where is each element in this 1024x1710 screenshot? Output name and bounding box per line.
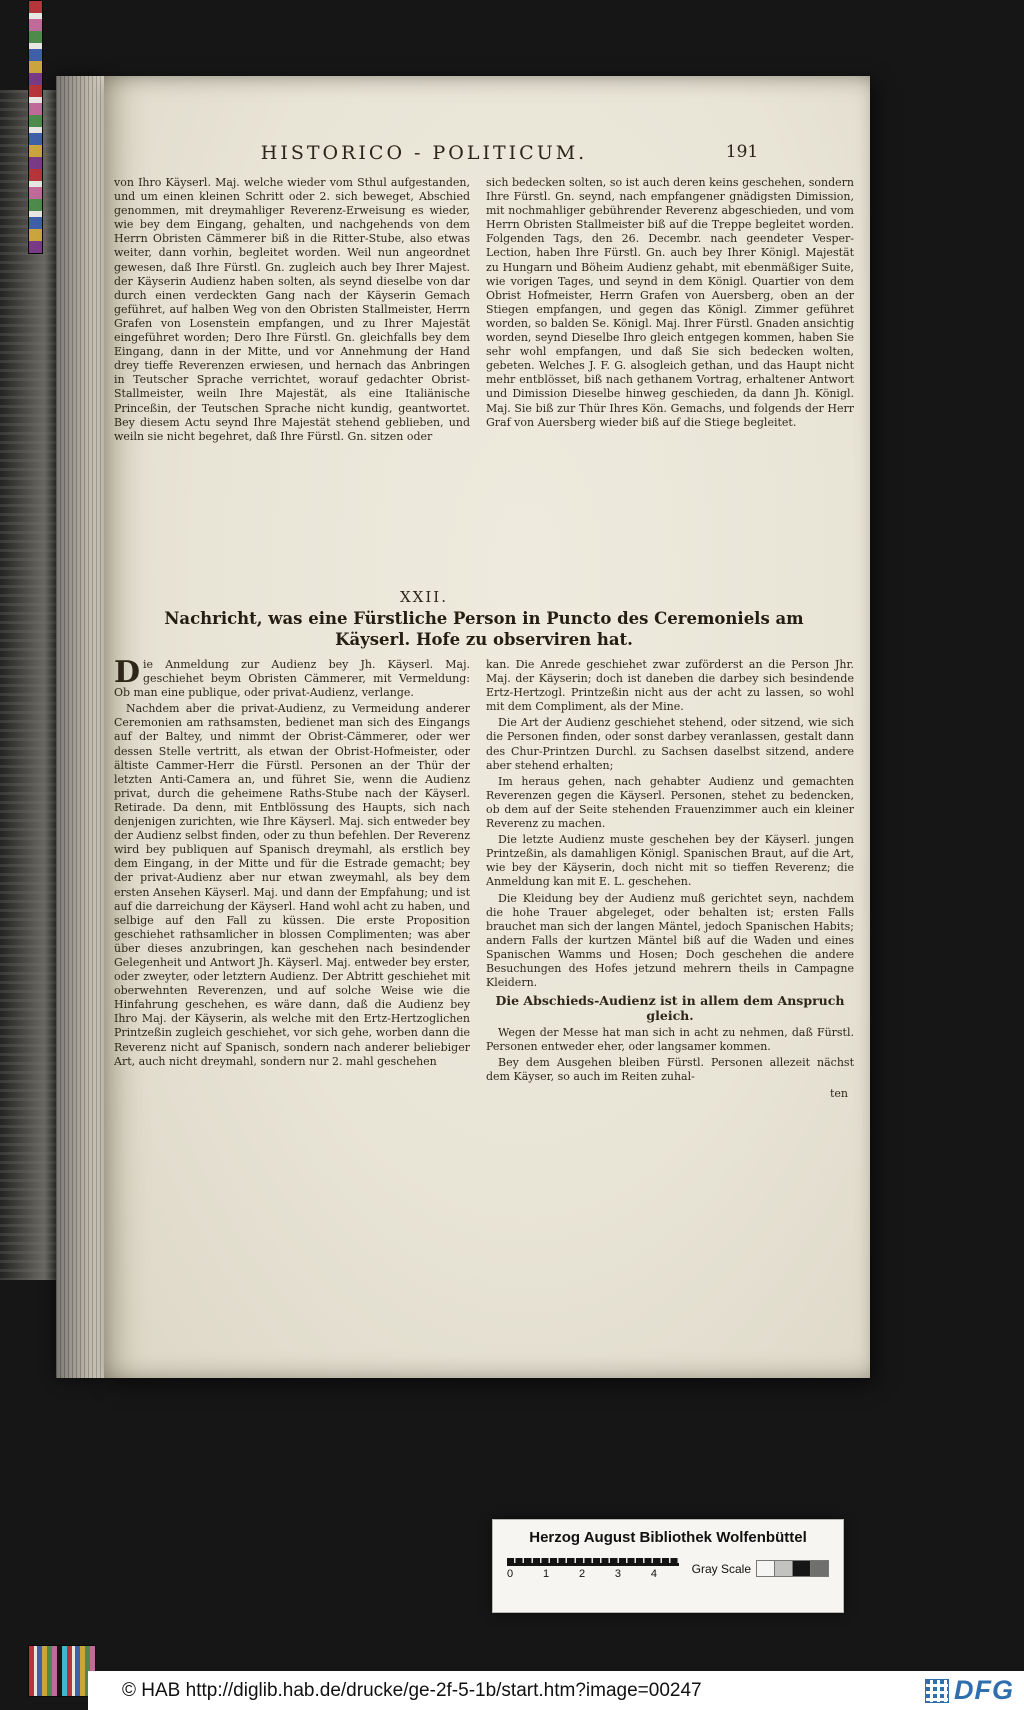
calibration-row xyxy=(507,1558,829,1580)
paragraph: Wegen der Messe hat man sich in acht zu nehmen, daß Fürstl. Personen entweder eher, oder langsamer kommen. xyxy=(486,1026,854,1054)
section2-columns xyxy=(114,658,854,1306)
paragraph: sich bedecken solten, so ist auch deren keins geschehen, sondern Ihre Fürstl. Gn. seynd, nach empfangener gnädigsten Dimission, mit nochmahliger gebührender Reverenz abgeschieden, und vom Herrn Obristen Stallmeister biß auf die Treppe begleitet worden. Folgenden Tags, den 26. Decembr. nach geendeter Vesper-Lection, haben Ihre Fürstl. Gn. auch bey Ihrer Königl. Majestät zu Hungarn und Böheim Audienz gehabt, mit ebenmäßiger Suite, wie vorigen Tages, und seynd in dem Königl. Quartier von dem Obrist Hofmeister, Herrn Grafen von Auersberg, oben an der Stiegen empfangen, und gegen das Königl. Zimmer geführet worden, so balden Se. Königl. Maj. Ihrer Fürstl. Gnaden ansichtig worden, seynd Dieselbe Ihro gleich entgegen kommen, haben Sie sehr wohl empfangen, und daß Sie sich bedecken wolten, gebeten. Welches J. F. G. alsogleich gethan, und das Haupt nicht mehr entblösset, biß nach gethanem Vortrag, erhaltener Antwort und Dimission Dieselbe hinweg geschieden, da dann Jh. Königl. Maj. Sie biß zur Thür Ihres Kön. Gemachs, und folgends der Herr Graf von Auersberg wieder biß auf die Stiege begleitet. xyxy=(486,176,854,429)
scanned-book-page xyxy=(104,76,870,1378)
dfg-logo-text: DFG xyxy=(954,1675,1014,1705)
section1-right-column xyxy=(486,176,854,592)
ruler-number: 4 xyxy=(650,1568,657,1580)
paragraph: Die Anmeldung zur Audienz bey Jh. Käyserl. Maj. geschiehet beym Obristen Cämmerer, mit Vermeldung: Ob man eine publique, oder privat-Audienz, verlange. xyxy=(114,658,470,700)
paragraph: Die Kleidung bey der Audienz muß gerichtet seyn, nachdem die hohe Trauer abgeleget, oder behalten ist; ersten Falls brauchet man sich der langen Mäntel, jedoch Spanischen Habits; andern Falls der kurtzen Mäntel biß auf die Waden und eines Spanischen Wamms und Hosen; Doch geschehen die andere Besuchungen des Hofes jetzund mehrern theils in Campagne Kleidern. xyxy=(486,891,854,990)
book-page-edges xyxy=(56,76,106,1378)
ruler-number: 0 xyxy=(507,1568,514,1580)
ruler-bar xyxy=(507,1558,679,1566)
attribution-bar xyxy=(88,1671,1024,1710)
catchword: ten xyxy=(829,1086,848,1100)
paragraph: Die letzte Audienz muste geschehen bey der Käyserl. jungen Printzeßin, als damahligen Königl. Spanischen Braut, auf die Art, wie bey der Käyserin, doch nicht mit so tieffen Reverenz; die Anmeldung kan mit E. L. geschehen. xyxy=(486,833,854,889)
section2-right-column xyxy=(486,658,854,1306)
section1-left-column xyxy=(114,176,470,592)
subsection-heading: Die Abschieds-Audienz ist in allem dem Anspruch gleich. xyxy=(495,993,845,1024)
ruler-number: 2 xyxy=(578,1568,586,1580)
paragraph: Im heraus gehen, nach gehabter Audienz und gemachten Reverenzen gegen die Käyserl. Personen, stehet zu bedencken, ob dem auf der Seite stehenden Frauenzimmer auch ein kleiner Reverenz zu machen. xyxy=(486,774,854,831)
paragraph: Die Art der Audienz geschiehet stehend, oder sitzend, wie sich die Personen finden, oder sonst darbey veranlassen, gestalt dann des Chur-Printzen Durchl. zu Sachsen daselbst sitzend, andere aber stehend erhalten; xyxy=(486,716,854,772)
color-calibration-strip-top xyxy=(28,0,43,254)
dfg-grid-icon xyxy=(925,1679,949,1703)
ruler-number: 1 xyxy=(542,1568,550,1580)
paragraph: Nachdem aber die privat-Audienz, zu Vermeidung anderer Ceremonien am rathsamsten, bedienet man sich des Eingangs auf der Baltey, und nimmt der Obrist-Cämmerer, oder wer dessen Stelle vertritt, als etwan der Obrist-Hofmeister, oder ältiste Cammer-Herr die Fürstl. Personen an der Thür der letzten Anti-Camera an, und führet Sie, wenn die Audienz privat, durch die geheimene Raths-Stube nach der Käyserl. Retirade. Da denn, mit Entblössung des Haupts, sich nach denjenigen zurichten, wie Ihre Käyserl. Maj. sich entweder bey der Audienz selbst finden, oder zu thun befehlen. Der Reverenz wird bey publiquen auf Spanisch dreymahl, als erstlich bey dem Eingang, in der Mitte und für die Estrade gemacht; bey der privat-Audienz aber nur etwan zweymahl, als bey dem ersten Ansehen Käyserl. Maj. und dann der Empfahung; und ist auf die darreichung der Käyserl. Hand wohl acht zu haben, und selbige auf den Fall zu küssen. Die erste Proposition geschiehet rathsamlicher in blossen Complimenten; was aber über dieses anzubringen, kan geschehen nach besindender Gelegenheit und Antwort Jh. Käyserl. Maj. entweder bey erster, oder zweyter, oder letztern Audienz. Der Abtritt geschiehet mit oberwehnten Reverenzen, und auf solche Weise wie die Hinfahrung geschehen, es wäre dann, daß die Audienz bey Ihro Maj. der Käyserin, als welche mit den Ertz-Hertzoglichen Printzeßin zugleich geschiehet, vor sich gehe, worben dann die Reverenz nicht auf Spanisch, sondern nach anderer beliebiger Art, auch nicht dreymahl, sondern nur 2. mahl geschehen xyxy=(114,702,470,1068)
chapter-number: XXII. xyxy=(400,588,448,606)
chapter-heading: Nachricht, was eine Fürstliche Person in Puncto des Ceremoniels am Käyserl. Hofe zu observiren hat. xyxy=(164,609,804,649)
cm-ruler xyxy=(507,1558,679,1580)
library-reference-card xyxy=(492,1519,844,1613)
gray-patch xyxy=(774,1560,793,1577)
paragraph: Bey dem Ausgehen bleiben Fürstl. Personen allezeit nächst dem Käyser, so auch im Reiten zuhal- xyxy=(486,1056,854,1084)
copyright-url: © HAB http://diglib.hab.de/drucke/ge-2f-5-1b/start.htm?image=00247 xyxy=(122,1679,702,1701)
gray-patch xyxy=(756,1560,775,1577)
gray-scale-patches xyxy=(757,1560,829,1577)
page-number: 191 xyxy=(725,142,759,162)
gray-patch xyxy=(810,1560,829,1577)
gray-scale-label: Gray Scale xyxy=(691,1561,751,1576)
section2-left-column xyxy=(114,658,470,1306)
gray-patch xyxy=(792,1560,811,1577)
section1-columns xyxy=(114,176,854,592)
library-name: Herzog August Bibliothek Wolfenbüttel xyxy=(529,1529,807,1546)
running-header: HISTORICO - POLITICUM. xyxy=(260,142,588,164)
paragraph: von Ihro Käyserl. Maj. welche wieder vom Sthul aufgestanden, und um einen kleinen Schritt oder 2. sich beweget, Abschied genommen, mit dreymahliger Reverenz-Erweisung es wieder, wie bey dem Eingang, gehalten, und nachgehends von dem Herrn Obristen Cämmerer biß in die Ritter-Stube, also etwas weiter, dann vorhin, begleitet worden. Weil nun angeordnet gewesen, daß Ihre Fürstl. Gn. zugleich auch bey Ihrer Majest. der Käyserin Audienz haben solten, als seynd dieselbe von dar durch einen verdeckten Gang nach der Käyserin Gemach geführet, auf halben Weg von den Obristen Stallmeister, Herrn Grafen von Losenstein empfangen, und zu Ihrer Majestät eingeführet worden; Dero Ihre Fürstl. Gn. gleichfalls bey dem Eingang, dann in der Mitte, und vor Annehmung der Hand drey tieffe Reverenzen erwiesen, und hernach das Anbringen in Teutscher Sprache verrichtet, worauf gedachter Obrist-Stallmeister, weiln Ihre Majestät, als eine Italiänische Princeßin, der Teutschen Sprache nicht kundig, geantwortet. Bey diesem Actu seynd Ihre Majestät stehend geblieben, und weiln sie nicht begehret, daß Ihre Fürstl. Gn. sitzen oder xyxy=(114,176,470,443)
opposite-page-ghost xyxy=(0,90,56,1280)
ruler-number: 3 xyxy=(614,1568,622,1580)
dfg-logo xyxy=(925,1675,1014,1706)
gray-scale xyxy=(692,1560,829,1577)
paragraph: kan. Die Anrede geschiehet zwar zuförderst an die Person Jhr. Maj. der Käyserin; doch ist daneben die darbey sich besindende Ertz-Hertzogl. Printzeßin nicht aus der acht zu lassen, so wohl mit dem Compliment, als der Mine. xyxy=(486,658,854,714)
ruler-numbers xyxy=(507,1568,657,1580)
color-calibration-strip-bottom xyxy=(28,1645,96,1697)
